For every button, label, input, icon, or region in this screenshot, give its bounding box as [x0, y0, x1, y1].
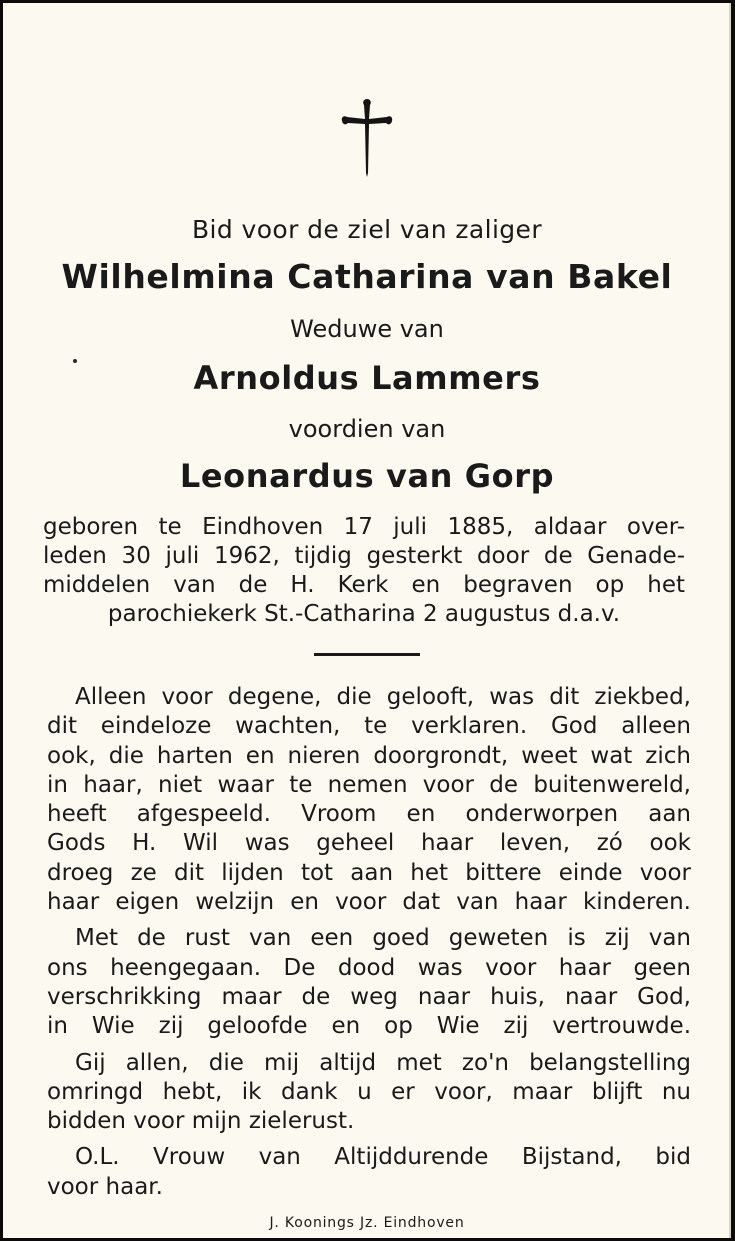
text-line: Alleen voor degene, die gelooft, was dit ziekbed,	[75, 684, 691, 710]
details-line: middelen van de H. Kerk en begraven op het	[43, 572, 685, 598]
text-line: O.L. Vrouw van Altijddurende Bijstand, bid	[75, 1144, 691, 1171]
husband-name-second: Leonardus van Gorp	[179, 457, 555, 495]
text-line: in haar, niet waar te nemen voor de buitenwereld,	[47, 771, 691, 798]
widow-label: Weduwe van	[290, 315, 444, 343]
details-line: leden 30 juli 1962, tijdig gesterkt door de Genade-	[43, 543, 685, 569]
text-line: ook, die harten en nieren doorgrondt, weet wat zich	[47, 742, 691, 769]
text-line: ons heengegaan. De dood was voor haar geen	[47, 954, 691, 981]
text-line: Met de rust van een goed geweten is zij van	[75, 925, 691, 952]
text-line: omringd hebt, ik dank u er voor, maar blijft nu	[47, 1078, 691, 1105]
printer-credit: J. Koonings Jz. Eindhoven	[269, 1215, 465, 1231]
text-line: Gij allen, die mij altijd met zo'n belangstelling	[75, 1049, 691, 1076]
intro-text: Bid voor de ziel van zaliger	[191, 215, 543, 244]
divider-rule	[314, 653, 420, 656]
text-line: bidden voor mijn zielerust.	[47, 1108, 355, 1135]
text-line: Gods H. Wil was geheel haar leven, zó ook	[47, 830, 691, 857]
text-line: voor haar.	[47, 1173, 163, 1200]
husband-name-first: Arnoldus Lammers	[193, 359, 541, 397]
text-line: haar eigen welzijn en voor dat van haar kinderen.	[47, 889, 691, 916]
details-line: geboren te Eindhoven 17 juli 1885, aldaar over-	[43, 514, 685, 540]
details-line: parochiekerk St.-Catharina 2 augustus d.a.v.	[107, 601, 621, 627]
memorial-card	[3, 3, 731, 1238]
memorial-text	[47, 683, 691, 1202]
deceased-name: Wilhelmina Catharina van Bakel	[61, 257, 673, 296]
text-line: in Wie zij geloofde en op Wie zij vertrouwde.	[47, 1013, 691, 1040]
text-line: heeft afgespeeld. Vroom en onderworpen aan	[47, 801, 691, 828]
text-line: droeg ze dit lijden tot aan het bittere einde voor	[47, 859, 691, 886]
birth-death-details	[43, 513, 685, 629]
text-line: dit eindeloze wachten, te verklaren. God alleen	[47, 713, 691, 740]
previous-label: voordien van	[288, 415, 446, 443]
latin-cross-icon	[339, 95, 395, 179]
text-line: verschrikking maar de weg naar huis, naar God,	[47, 983, 691, 1010]
